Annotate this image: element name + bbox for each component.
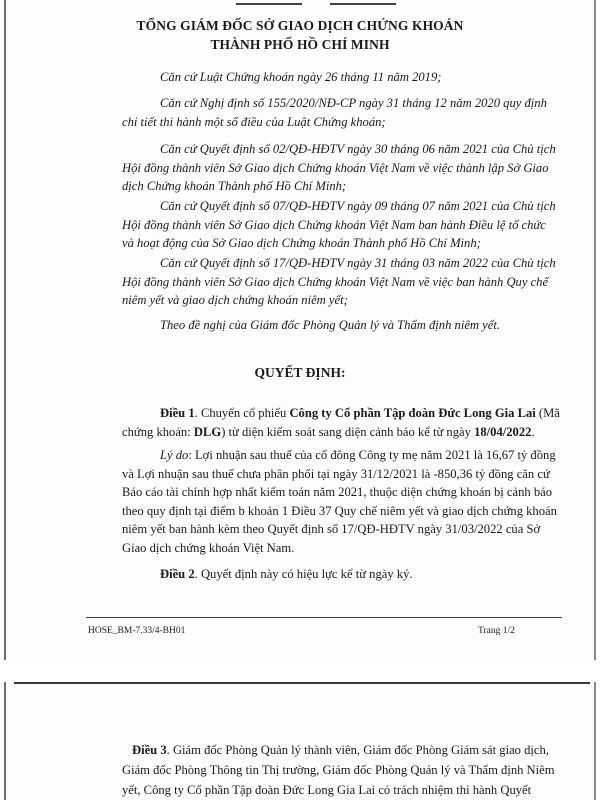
- page-edge-right: [594, 0, 596, 660]
- preamble-item: Căn cứ Quyết định số 02/QĐ-HĐTV ngày 30 tháng 06 năm 2021 của Chủ tịch Hội đồng thành viên Sở Giao dịch Chứng khoán Việt Nam về việc thành lập Sở Giao dịch Chứng khoán Thành phố Hồ Chí Minh;: [122, 142, 556, 193]
- effective-date: 18/04/2022: [474, 424, 532, 439]
- decision-title: QUYẾT ĐỊNH:: [254, 365, 346, 380]
- article-1-text-b: (Mã chứng khoán:: [122, 406, 560, 439]
- preamble-item: Căn cứ Quyết định số 07/QĐ-HĐTV ngày 09 tháng 07 năm 2021 của Chủ tịch Hội đồng thành viên Sở Giao dịch Chứng khoán Việt Nam ban hành Điều lệ tổ chức và hoạt động của Sở Giao dịch Chứng khoán Thành phố Hồ Chí Minh;: [122, 199, 556, 250]
- company-name: Công ty Cổ phần Tập đoàn Đức Long Gia Lai: [289, 406, 536, 420]
- article-3: [122, 740, 560, 800]
- header-line-1: TỔNG GIÁM ĐỐC SỞ GIAO DỊCH CHỨNG KHOÁN: [136, 18, 464, 33]
- document-header: [0, 16, 600, 54]
- article-1: [122, 404, 560, 441]
- article-1-text-a: . Chuyển cổ phiếu: [194, 406, 290, 420]
- article-1-text-c: ) từ diện kiểm soát sang diện cảnh báo kể từ ngày: [221, 424, 475, 439]
- page-2-top-edge: [14, 682, 590, 684]
- page-top-strip: [0, 0, 600, 8]
- page-edge-left: [4, 682, 6, 800]
- document-page-2: [0, 682, 600, 800]
- footer-divider: [86, 617, 562, 618]
- form-code: HOSE_BM-7.33/4-BH01: [88, 626, 186, 636]
- preamble-item: Căn cứ Quyết định số 17/QĐ-HĐTV ngày 31 tháng 03 năm 2022 của Chủ tịch Hội đồng thành viên Sở Giao dịch Chứng khoán Việt Nam về việc ban hành Quy chế niêm yết và giao dịch chứng khoán niêm yết;: [122, 256, 556, 307]
- preamble-item: Căn cứ Luật Chứng khoán ngày 26 tháng 11 năm 2019;: [160, 70, 442, 84]
- ticker: DLG: [193, 424, 222, 439]
- reason-text: : Lợi nhuận sau thuế của cổ đông Công ty mẹ năm 2021 là 16,67 tỷ đồng và Lợi nhuận sau thuế chưa phân phối tại ngày 31/12/2021 là -850,36 tỷ đồng căn cứ Báo cáo tài chính hợp nhất kiểm toán năm 2021, thuộc diện chứng khoán bị cảnh báo theo quy định tại điểm b khoản 1 Điều 37 Quy chế niêm yết và giao dịch chứng khoán niêm yết ban hành kèm theo Quyết định số 17/QĐ-HĐTV ngày 31/03/2022 của Sở Giao dịch chứng khoán Việt Nam.: [122, 448, 557, 555]
- reason: [122, 446, 560, 557]
- article-3-text: . Giám đốc Phòng Quản lý thành viên, Giám đốc Phòng Giám sát giao dịch, Giám đốc Phòng Thông tin Thị trường, Giám đốc Phòng Quản lý và Thẩm định Niêm yết, Công ty Cổ phần Tập đoàn Đức Long Gia Lai có trách nhiệm thi hành Quyết: [122, 743, 555, 797]
- page-edge-left: [4, 0, 6, 660]
- preamble: [122, 68, 560, 87]
- preamble-block: [122, 316, 560, 335]
- preamble-block: [122, 197, 560, 253]
- article-2-label: Điều 2: [160, 567, 195, 581]
- page-gap: [0, 660, 600, 682]
- preamble-block: [122, 254, 560, 310]
- preamble-block: [122, 94, 560, 131]
- preamble-item: Căn cứ Nghị định số 155/2020/NĐ-CP ngày 31 tháng 12 năm 2020 quy định chi tiết thi hành một số điều của Luật Chứng khoán;: [122, 96, 547, 129]
- page-number: Trang 1/2: [478, 626, 515, 636]
- preamble-item: Theo đề nghị của Giám đốc Phòng Quản lý và Thẩm định niêm yết.: [160, 318, 500, 332]
- preamble-block: [122, 140, 560, 196]
- article-2-text: . Quyết định này có hiệu lực kể từ ngày ký.: [194, 567, 413, 581]
- article-2: [122, 565, 560, 584]
- article-1-label: Điều 1: [160, 406, 195, 420]
- article-3-label: Điều 3: [132, 743, 167, 757]
- page-edge-right: [594, 682, 596, 800]
- reason-label: Lý do: [160, 448, 189, 462]
- article-1-text-d: .: [531, 424, 535, 439]
- header-line-2: THÀNH PHỐ HỒ CHÍ MINH: [210, 37, 390, 52]
